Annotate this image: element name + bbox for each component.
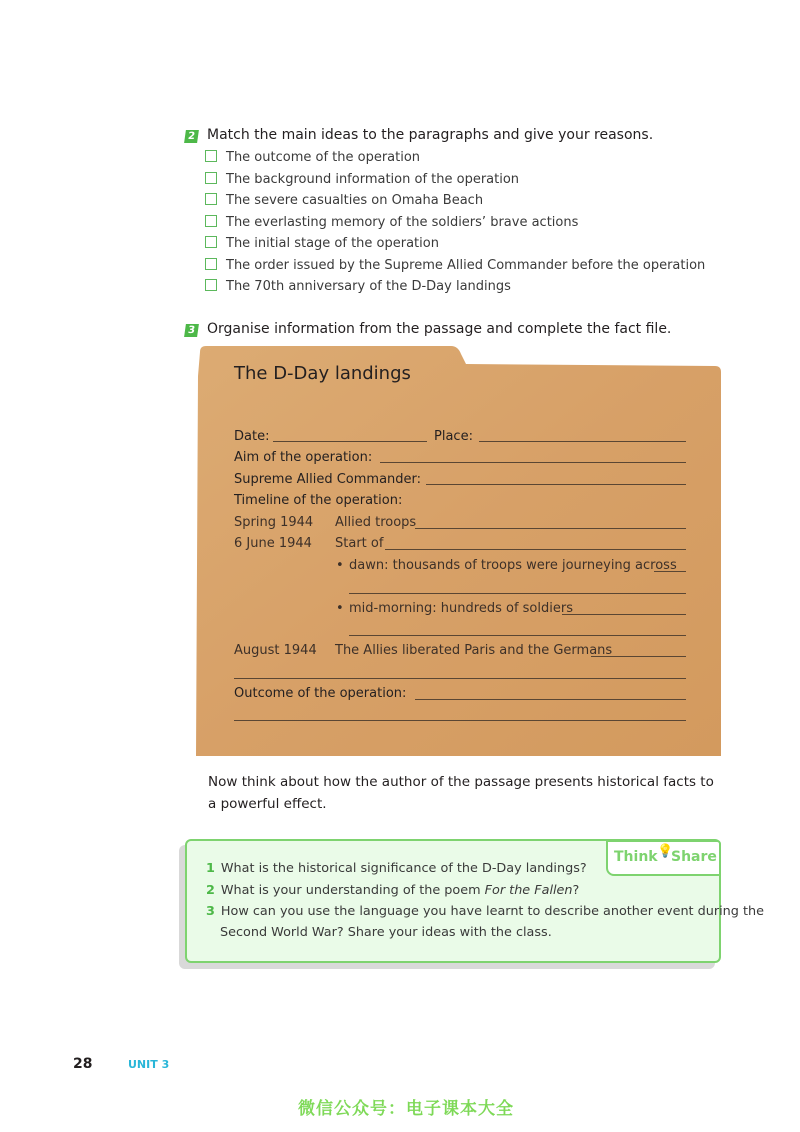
timeline-text-august: The Allies liberated Paris and the Germans: [335, 643, 613, 658]
think-question-2: [206, 880, 579, 901]
think-question-3: [206, 901, 764, 922]
question-3-number: 3: [184, 324, 199, 337]
option-item[interactable]: [205, 193, 483, 208]
option-label: The outcome of the operation: [226, 150, 421, 165]
question-text: How can you use the language you have learnt to describe another event during the: [220, 904, 764, 919]
dawn-answer-line-2[interactable]: [349, 593, 686, 594]
think-label: Think: [614, 849, 658, 865]
spring-answer-line[interactable]: [415, 528, 686, 529]
aim-answer-line[interactable]: [380, 462, 686, 463]
timeline-text-spring: Allied troops: [335, 515, 417, 530]
option-label: The severe casualties on Omaha Beach: [226, 193, 484, 208]
option-label: The order issued by the Supreme Allied Commander before the operation: [226, 258, 706, 273]
watermark-text: 微信公众号：电子课本大全: [298, 1099, 514, 1119]
poem-title: For the Fallen: [484, 883, 573, 898]
unit-label: UNIT 3: [128, 1058, 170, 1071]
reflection-prompt: Now think about how the author of the passage presents historical facts to a powerful effect.: [208, 774, 714, 812]
option-label: The background information of the operation: [226, 172, 520, 187]
question-2-instruction: Match the main ideas to the paragraphs and give your reasons.: [207, 127, 654, 143]
think-question-3-line2: Second World War? Share your ideas with the class.: [220, 925, 552, 940]
june-answer-line[interactable]: [385, 549, 686, 550]
bullet-morning-text: mid-morning: hundreds of soldiers: [349, 601, 573, 616]
question-number: 2: [206, 883, 215, 898]
outcome-label: Outcome of the operation:: [234, 686, 407, 701]
aim-label: Aim of the operation:: [234, 450, 373, 465]
bullet-dawn-text: dawn: thousands of troops were journeying across: [349, 558, 677, 573]
question-number: 1: [206, 861, 215, 876]
bullet-dot: •: [336, 558, 344, 573]
place-answer-line[interactable]: [479, 441, 686, 442]
timeline-label: Timeline of the operation:: [234, 493, 403, 508]
checkbox[interactable]: [205, 279, 217, 291]
timeline-date-june: 6 June 1944: [234, 536, 312, 551]
date-label: Date:: [234, 429, 270, 444]
think-share-tag: [606, 840, 721, 876]
timeline-date-august: August 1944: [234, 643, 317, 658]
outcome-answer-line-2[interactable]: [234, 720, 686, 721]
fact-file-title: The D-Day landings: [234, 363, 411, 384]
question-text-end: ?: [572, 883, 580, 898]
option-item[interactable]: [205, 279, 511, 294]
place-label: Place:: [434, 429, 473, 444]
checkbox[interactable]: [205, 172, 217, 184]
option-item[interactable]: [205, 236, 439, 251]
question-3-instruction: Organise information from the passage and complete the fact file.: [207, 321, 672, 337]
option-label: The everlasting memory of the soldiers’ brave actions: [226, 215, 579, 230]
option-label: The 70th anniversary of the D-Day landings: [226, 279, 511, 294]
option-item[interactable]: [205, 215, 578, 230]
share-label: Share: [671, 849, 717, 865]
question-2-number: 2: [184, 130, 199, 143]
dawn-answer-line[interactable]: [654, 571, 686, 572]
august-answer-line-2[interactable]: [234, 678, 686, 679]
option-item[interactable]: [205, 150, 420, 165]
option-item[interactable]: [205, 172, 519, 187]
option-label: The initial stage of the operation: [226, 236, 439, 251]
question-number: 3: [206, 904, 215, 919]
checkbox[interactable]: [205, 193, 217, 205]
commander-answer-line[interactable]: [426, 484, 686, 485]
checkbox[interactable]: [205, 236, 217, 248]
bullet-dot: •: [336, 601, 344, 616]
question-text: What is the historical significance of the D-Day landings?: [220, 861, 587, 876]
checkbox[interactable]: [205, 215, 217, 227]
timeline-text-june: Start of: [335, 536, 384, 551]
timeline-date-spring: Spring 1944: [234, 515, 314, 530]
checkbox[interactable]: [205, 258, 217, 270]
morning-answer-line-2[interactable]: [349, 635, 686, 636]
question-text: What is your understanding of the poem: [220, 883, 485, 898]
date-answer-line[interactable]: [273, 441, 427, 442]
checkbox[interactable]: [205, 150, 217, 162]
august-answer-line[interactable]: [591, 656, 686, 657]
think-question-1: [206, 858, 587, 879]
option-item[interactable]: [205, 258, 705, 273]
outcome-answer-line[interactable]: [415, 699, 686, 700]
morning-answer-line[interactable]: [562, 614, 686, 615]
lightbulb-icon: 💡: [657, 844, 674, 859]
commander-label: Supreme Allied Commander:: [234, 472, 422, 487]
page-number: 28: [73, 1056, 93, 1072]
